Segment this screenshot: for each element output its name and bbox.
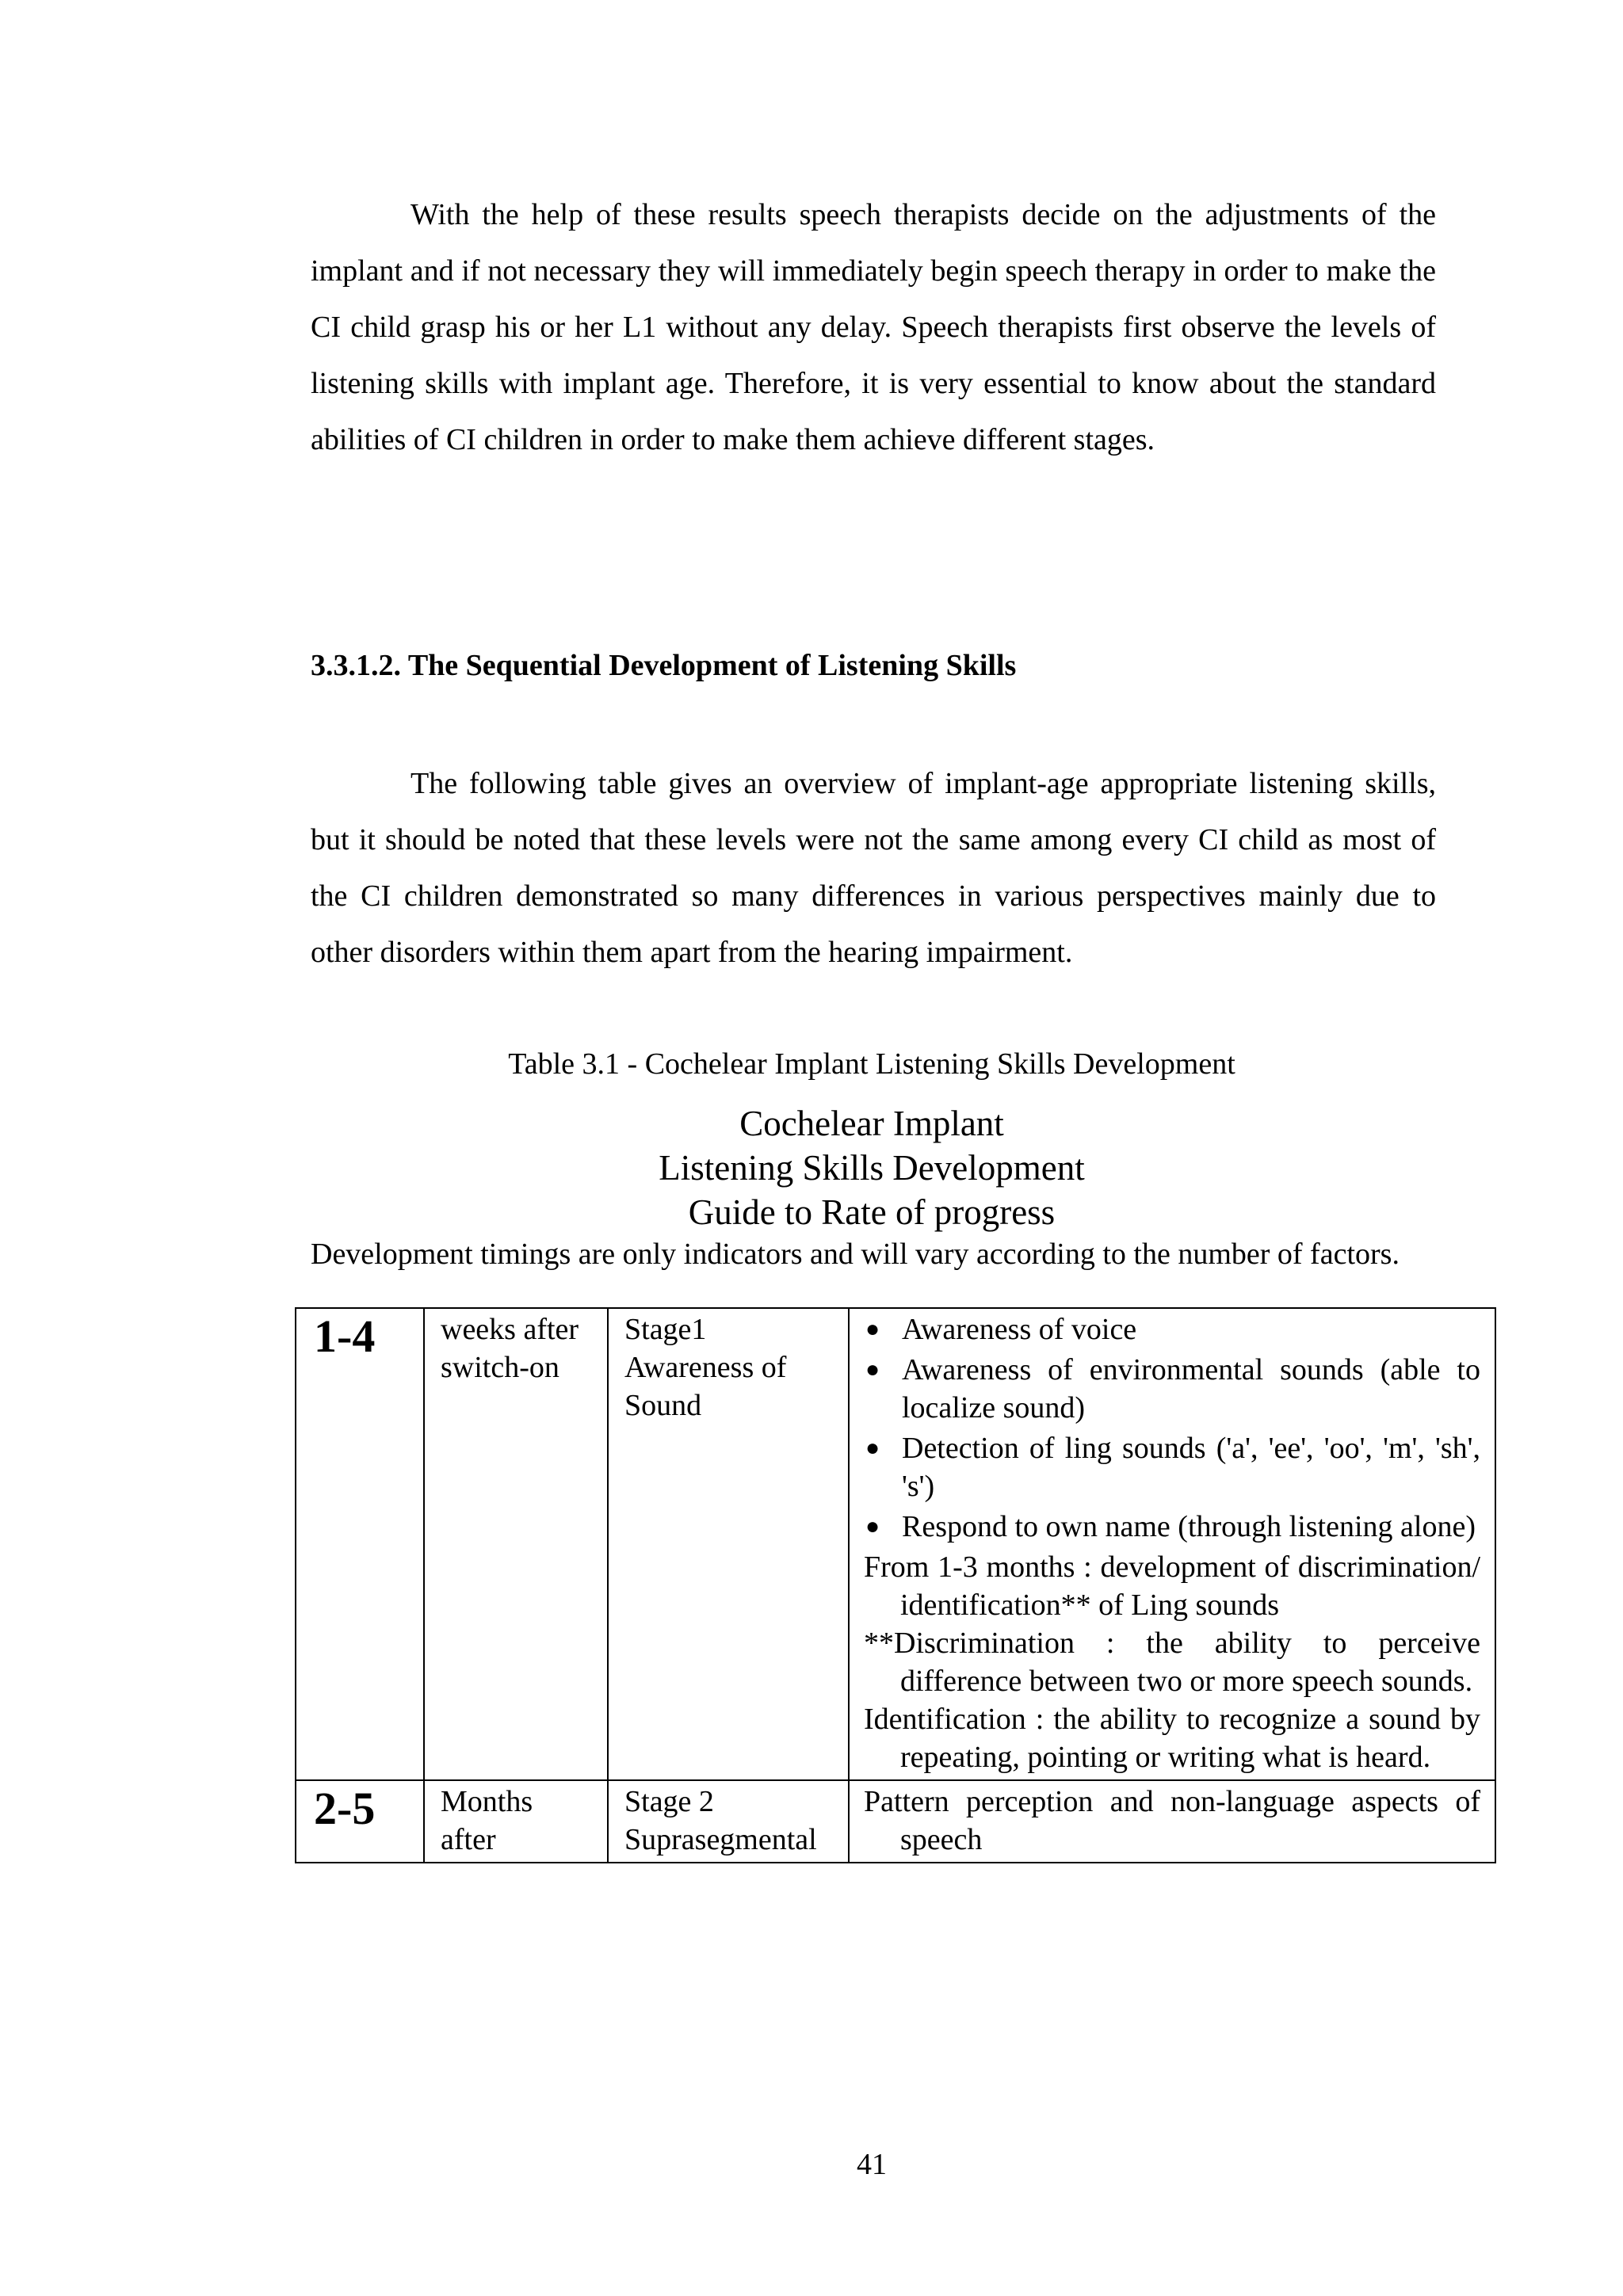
- bullet-icon: ●: [865, 1513, 880, 1539]
- unit-cell: [424, 1308, 608, 1780]
- bullet-icon: ●: [865, 1316, 880, 1342]
- list-item-text: Respond to own name (through listening alone): [902, 1510, 1476, 1543]
- paragraph-2-text: The following table gives an overview of implant-age appropriate listening skills, but it should be noted that these levels were not the same among every CI child as most of the CI children demonstrated so many differences in various perspectives mainly due to other disorders within them apart from the hearing impairment.: [311, 767, 1436, 969]
- discrimination-definition: **Discrimination : the ability to perceive difference between two or more speech sounds.: [864, 1627, 1480, 1698]
- list-item: [864, 1351, 1480, 1427]
- body-paragraph-2: [311, 756, 1436, 981]
- table-title-line-2: Listening Skills Development: [659, 1148, 1085, 1188]
- paragraph-1-text: With the help of these results speech therapists decide on the adjustments of the implant and if not necessary they will immediately begin speech therapy in order to make the CI child grasp his or her L1 without any delay. Speech therapists first observe the levels of listening skills with implant age. Therefore, it is very essential to know about the standard abilities of CI children in order to make them achieve different stages.: [311, 198, 1436, 456]
- range-value: 2-5: [314, 1783, 376, 1834]
- list-item: [864, 1310, 1480, 1348]
- table-row: [296, 1780, 1495, 1863]
- list-item-text: Awareness of environmental sounds (able to localize sound): [902, 1353, 1480, 1425]
- list-item: [864, 1429, 1480, 1505]
- body-paragraph-1: [311, 187, 1436, 468]
- skills-cell: [849, 1780, 1495, 1863]
- bullet-icon: ●: [865, 1356, 880, 1383]
- range-cell: [296, 1780, 424, 1863]
- list-item-text: Detection of ling sounds ('a', 'ee', 'oo', 'm', 'sh', 's'): [902, 1432, 1480, 1503]
- unit-text: Months after: [441, 1785, 533, 1856]
- section-heading: 3.3.1.2. The Sequential Development of Listening Skills: [311, 649, 1017, 682]
- table-title-line-3: Guide to Rate of progress: [688, 1192, 1056, 1232]
- listening-skills-table: [295, 1307, 1496, 1863]
- table-title-line-1: Cochelear Implant: [739, 1104, 1004, 1143]
- skills-list: [864, 1310, 1480, 1546]
- list-item-text: Awareness of voice: [902, 1313, 1137, 1346]
- table-row: [296, 1308, 1495, 1780]
- stage-cell: [608, 1780, 849, 1863]
- identification-definition: Identification : the ability to recognize a sound by repeating, pointing or writing what is heard.: [864, 1703, 1480, 1774]
- unit-text: weeks after switch-on: [441, 1313, 579, 1384]
- range-value: 1-4: [314, 1310, 376, 1362]
- unit-cell: [424, 1780, 608, 1863]
- pattern-perception-note: Pattern perception and non-language aspects of speech: [864, 1785, 1480, 1856]
- range-cell: [296, 1308, 424, 1780]
- stage-text: Stage1 Awareness of Sound: [624, 1313, 787, 1422]
- list-item: [864, 1508, 1480, 1546]
- bullet-icon: ●: [865, 1435, 880, 1461]
- skills-cell: [849, 1308, 1495, 1780]
- table-caption: Table 3.1 - Cochelear Implant Listening Skills Development: [508, 1047, 1235, 1081]
- table-note: Development timings are only indicators and will vary according to the number of factors.: [311, 1238, 1400, 1271]
- stage-cell: [608, 1308, 849, 1780]
- page-number: 41: [857, 2148, 887, 2181]
- development-note: From 1-3 months : development of discrimination/ identification** of Ling sounds: [864, 1550, 1480, 1622]
- stage-text: Stage 2 Suprasegmental: [624, 1785, 817, 1856]
